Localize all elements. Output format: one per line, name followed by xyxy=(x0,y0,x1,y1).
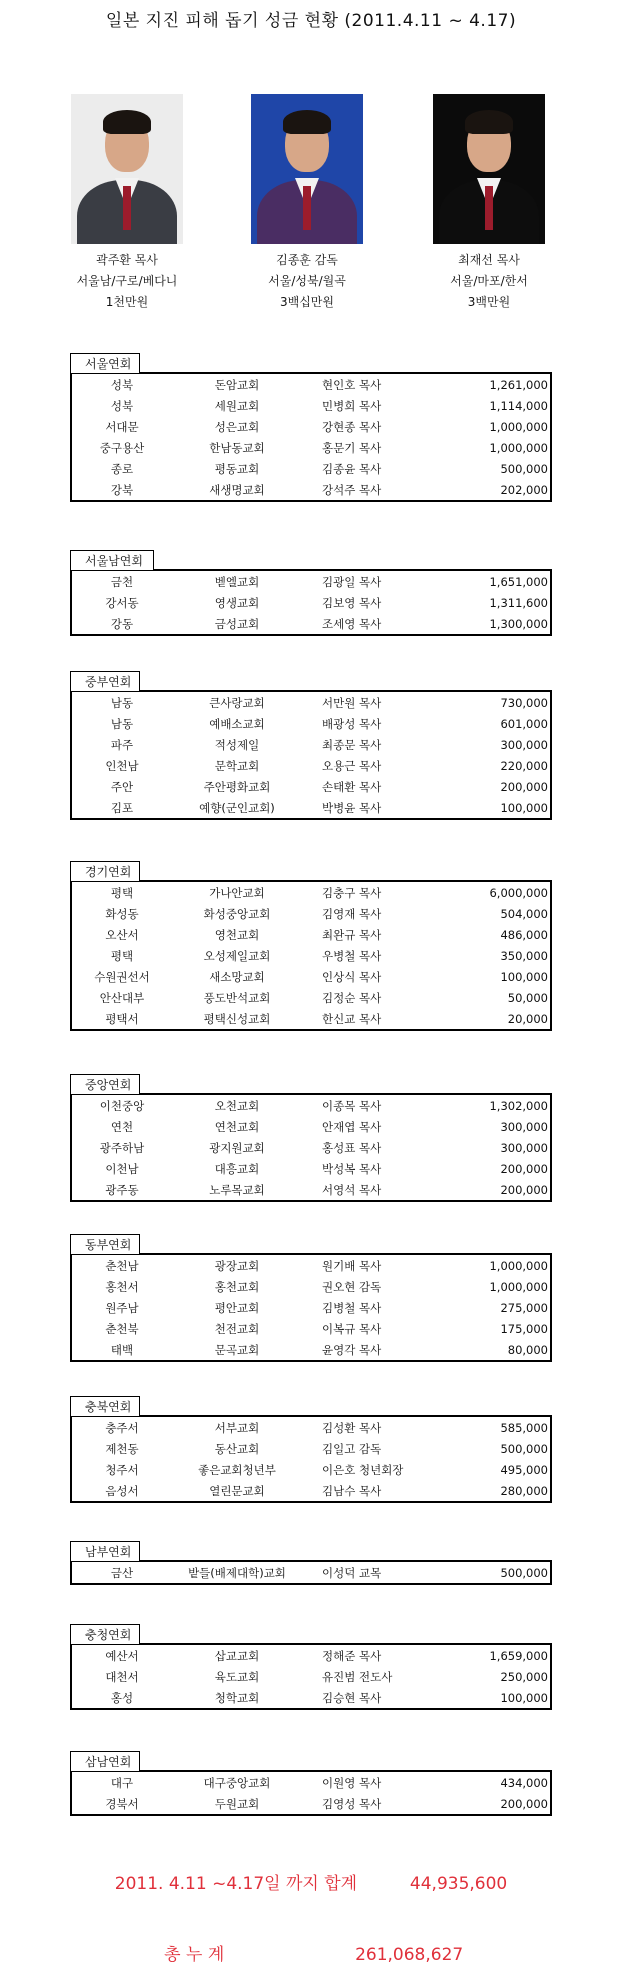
pastor-cell: 서만원 목사 xyxy=(322,695,382,710)
pastor-cell: 우병철 목사 xyxy=(322,948,382,963)
donation-table xyxy=(70,880,552,1031)
donation-table xyxy=(70,569,552,636)
table-row xyxy=(71,966,551,987)
region-section xyxy=(70,1540,552,1585)
district-cell: 김포 xyxy=(110,800,134,815)
region-label: 동부연회 xyxy=(70,1234,140,1254)
church-cell: 밭들(배제대학)교회 xyxy=(188,1565,286,1580)
church-cell: 적성제일 xyxy=(214,737,260,752)
amount-cell: 1,000,000 xyxy=(489,440,548,455)
pastor-cell: 김성환 목사 xyxy=(322,1420,382,1435)
church-cell: 세원교회 xyxy=(214,398,260,413)
region-section xyxy=(70,1233,552,1362)
pastor-cell: 정해준 목사 xyxy=(322,1648,382,1663)
donor-card xyxy=(404,94,574,313)
table-row xyxy=(71,734,551,755)
church-cell: 평동교회 xyxy=(214,461,260,476)
amount-cell: 300,000 xyxy=(500,737,548,752)
table-row xyxy=(71,1137,551,1158)
pastor-cell: 홍문기 목사 xyxy=(322,440,382,455)
church-cell: 가나안교회 xyxy=(209,885,265,900)
district-cell: 청주서 xyxy=(105,1462,139,1477)
pastor-cell: 김보영 목사 xyxy=(322,595,382,610)
donor-photo xyxy=(71,94,183,244)
donor-location: 서울/성북/월곡 xyxy=(268,274,346,288)
pastor-cell: 한신교 목사 xyxy=(322,1011,382,1026)
donor-card xyxy=(42,94,212,313)
church-cell: 큰사랑교회 xyxy=(209,695,265,710)
amount-cell: 1,300,000 xyxy=(489,616,548,631)
amount-cell: 50,000 xyxy=(507,990,548,1005)
region-label: 서울남연회 xyxy=(70,550,154,570)
church-cell: 대흥교회 xyxy=(214,1161,260,1176)
pastor-cell: 김광일 목사 xyxy=(322,574,382,589)
amount-cell: 500,000 xyxy=(500,1565,548,1580)
cumulative-total-label: 총 누 계 xyxy=(164,1945,225,1965)
church-cell: 오성제일교회 xyxy=(203,948,271,963)
district-cell: 평택 xyxy=(110,948,134,963)
pastor-cell: 김충구 목사 xyxy=(322,885,382,900)
region-section xyxy=(70,1623,552,1710)
pastor-cell: 홍성표 목사 xyxy=(322,1140,382,1155)
region-section xyxy=(70,549,552,636)
district-cell: 주안 xyxy=(110,779,134,794)
table-row xyxy=(71,1561,551,1584)
donor-name: 곽주환 목사 xyxy=(96,253,158,267)
church-cell: 예배소교회 xyxy=(209,716,265,731)
church-cell: 성은교회 xyxy=(214,419,260,434)
donation-table xyxy=(70,690,552,820)
table-row xyxy=(71,1480,551,1502)
amount-cell: 1,114,000 xyxy=(489,398,548,413)
amount-cell: 300,000 xyxy=(500,1119,548,1134)
church-cell: 천전교회 xyxy=(214,1321,260,1336)
region-label: 중부연회 xyxy=(70,671,140,691)
region-label: 삼남연회 xyxy=(70,1751,140,1771)
pastor-cell: 이원영 목사 xyxy=(322,1775,382,1790)
pastor-cell: 원기배 목사 xyxy=(322,1258,382,1273)
amount-cell: 1,302,000 xyxy=(489,1098,548,1113)
table-row xyxy=(71,1339,551,1361)
district-cell: 금산 xyxy=(110,1565,134,1580)
church-cell: 영천교회 xyxy=(214,927,260,942)
amount-cell: 1,311,600 xyxy=(489,595,548,610)
table-row xyxy=(71,458,551,479)
table-row xyxy=(71,924,551,945)
table-row xyxy=(71,613,551,635)
church-cell: 새소망교회 xyxy=(209,969,265,984)
table-row xyxy=(71,797,551,819)
church-cell: 열린문교회 xyxy=(209,1483,265,1498)
church-cell: 풍도반석교회 xyxy=(203,990,271,1005)
pastor-cell: 강현종 목사 xyxy=(322,419,382,434)
weekly-total xyxy=(0,1869,622,1894)
table-row xyxy=(71,373,551,395)
church-cell: 문곡교회 xyxy=(214,1342,260,1357)
district-cell: 강북 xyxy=(110,482,134,497)
amount-cell: 6,000,000 xyxy=(489,885,548,900)
church-cell: 광장교회 xyxy=(214,1258,260,1273)
church-cell: 광지원교회 xyxy=(209,1140,265,1155)
district-cell: 오산서 xyxy=(105,927,139,942)
pastor-cell: 조세영 목사 xyxy=(322,616,382,631)
table-row xyxy=(71,713,551,734)
amount-cell: 1,651,000 xyxy=(489,574,548,589)
table-row xyxy=(71,1416,551,1438)
amount-cell: 250,000 xyxy=(500,1669,548,1684)
district-cell: 춘천북 xyxy=(105,1321,139,1336)
pastor-cell: 박병윤 목사 xyxy=(322,800,382,815)
district-cell: 중구용산 xyxy=(99,440,145,455)
district-cell: 이천중앙 xyxy=(99,1098,145,1113)
table-row xyxy=(71,570,551,592)
district-cell: 음성서 xyxy=(105,1483,139,1498)
table-row xyxy=(71,592,551,613)
region-label: 중앙연회 xyxy=(70,1074,140,1094)
amount-cell: 300,000 xyxy=(500,1140,548,1155)
pastor-cell: 유진범 전도사 xyxy=(322,1669,393,1684)
pastor-cell: 김남수 목사 xyxy=(322,1483,382,1498)
amount-cell: 486,000 xyxy=(500,927,548,942)
table-row xyxy=(71,987,551,1008)
church-cell: 서부교회 xyxy=(214,1420,260,1435)
amount-cell: 500,000 xyxy=(500,461,548,476)
pastor-cell: 현인호 목사 xyxy=(322,377,382,392)
donor-amount: 3백십만원 xyxy=(279,295,334,309)
pastor-cell: 최완규 목사 xyxy=(322,927,382,942)
district-cell: 광주동 xyxy=(105,1182,139,1197)
amount-cell: 601,000 xyxy=(500,716,548,731)
donor-name: 김종훈 감독 xyxy=(276,253,338,267)
pastor-cell: 안재엽 목사 xyxy=(322,1119,382,1134)
page-title: 일본 지진 피해 돕기 성금 현황 (2011.4.11 ~ 4.17) xyxy=(105,11,517,31)
donor-name: 최재선 목사 xyxy=(458,253,520,267)
table-row xyxy=(71,776,551,797)
table-row xyxy=(71,1297,551,1318)
table-row xyxy=(71,1793,551,1815)
pastor-cell: 김영성 목사 xyxy=(322,1796,382,1811)
church-cell: 주안평화교회 xyxy=(203,779,271,794)
district-cell: 평택서 xyxy=(105,1011,139,1026)
church-cell: 돈암교회 xyxy=(214,377,260,392)
donor-photo xyxy=(251,94,363,244)
district-cell: 종로 xyxy=(110,461,134,476)
amount-cell: 202,000 xyxy=(500,482,548,497)
district-cell: 파주 xyxy=(110,737,134,752)
church-cell: 문학교회 xyxy=(214,758,260,773)
church-cell: 두원교회 xyxy=(214,1796,260,1811)
pastor-cell: 김병철 목사 xyxy=(322,1300,382,1315)
pastor-cell: 이은호 청년회장 xyxy=(322,1462,404,1477)
donor-photo xyxy=(433,94,545,244)
pastor-cell: 이종목 목사 xyxy=(322,1098,382,1113)
district-cell: 대천서 xyxy=(105,1669,139,1684)
amount-cell: 200,000 xyxy=(500,1796,548,1811)
church-cell: 삽교교회 xyxy=(214,1648,260,1663)
region-label: 충북연회 xyxy=(70,1396,140,1416)
amount-cell: 100,000 xyxy=(500,969,548,984)
district-cell: 남동 xyxy=(110,695,134,710)
district-cell: 광주하남 xyxy=(99,1140,145,1155)
region-label: 경기연회 xyxy=(70,861,140,881)
donor-card xyxy=(222,94,392,313)
church-cell: 평택신성교회 xyxy=(203,1011,271,1026)
church-cell: 금성교회 xyxy=(214,616,260,631)
district-cell: 예산서 xyxy=(105,1648,139,1663)
pastor-cell: 최종문 목사 xyxy=(322,737,382,752)
amount-cell: 220,000 xyxy=(500,758,548,773)
region-section xyxy=(70,352,552,502)
table-row xyxy=(71,1459,551,1480)
table-row xyxy=(71,437,551,458)
table-row xyxy=(71,1687,551,1709)
amount-cell: 1,000,000 xyxy=(489,1279,548,1294)
church-cell: 청학교회 xyxy=(214,1690,260,1705)
donation-table xyxy=(70,1415,552,1503)
table-row xyxy=(71,1276,551,1297)
weekly-total-value: 44,935,600 xyxy=(409,1874,508,1894)
table-row xyxy=(71,416,551,437)
district-cell: 홍성 xyxy=(110,1690,134,1705)
weekly-total-label: 2011. 4.11 ~4.17일 까지 합계 xyxy=(114,1874,358,1894)
table-row xyxy=(71,1771,551,1793)
amount-cell: 80,000 xyxy=(507,1342,548,1357)
district-cell: 대구 xyxy=(110,1775,134,1790)
table-row xyxy=(71,1179,551,1201)
church-cell: 평안교회 xyxy=(214,1300,260,1315)
region-section xyxy=(70,1395,552,1503)
amount-cell: 1,000,000 xyxy=(489,1258,548,1273)
amount-cell: 175,000 xyxy=(500,1321,548,1336)
district-cell: 강동 xyxy=(110,616,134,631)
amount-cell: 1,261,000 xyxy=(489,377,548,392)
table-row xyxy=(71,1008,551,1030)
donor-amount: 1천만원 xyxy=(105,295,149,309)
pastor-cell: 김종윤 목사 xyxy=(322,461,382,476)
church-cell: 좋은교회청년부 xyxy=(198,1462,276,1477)
amount-cell: 1,659,000 xyxy=(489,1648,548,1663)
pastor-cell: 손태환 목사 xyxy=(322,779,382,794)
table-row xyxy=(71,1116,551,1137)
table-row xyxy=(71,1438,551,1459)
church-cell: 오천교회 xyxy=(214,1098,260,1113)
district-cell: 충주서 xyxy=(105,1420,139,1435)
church-cell: 노루목교회 xyxy=(209,1182,265,1197)
table-row xyxy=(71,395,551,416)
church-cell: 홍천교회 xyxy=(214,1279,260,1294)
district-cell: 안산대부 xyxy=(99,990,145,1005)
table-row xyxy=(71,1158,551,1179)
amount-cell: 200,000 xyxy=(500,1161,548,1176)
pastor-cell: 김정순 목사 xyxy=(322,990,382,1005)
pastor-cell: 김승현 목사 xyxy=(322,1690,382,1705)
table-row xyxy=(71,755,551,776)
pastor-cell: 강석주 목사 xyxy=(322,482,382,497)
district-cell: 평택 xyxy=(110,885,134,900)
church-cell: 육도교회 xyxy=(214,1669,260,1684)
pastor-cell: 민병희 목사 xyxy=(322,398,382,413)
donation-table xyxy=(70,1643,552,1710)
district-cell: 춘천남 xyxy=(105,1258,139,1273)
region-section xyxy=(70,860,552,1031)
table-row xyxy=(71,1254,551,1276)
district-cell: 성북 xyxy=(110,398,134,413)
church-cell: 화성중앙교회 xyxy=(203,906,271,921)
region-label: 서울연회 xyxy=(70,353,140,373)
amount-cell: 100,000 xyxy=(500,800,548,815)
pastor-cell: 윤영각 목사 xyxy=(322,1342,382,1357)
table-row xyxy=(71,945,551,966)
pastor-cell: 박성복 목사 xyxy=(322,1161,382,1176)
pastor-cell: 이성덕 교목 xyxy=(322,1565,382,1580)
district-cell: 원주남 xyxy=(105,1300,139,1315)
table-row xyxy=(71,691,551,713)
pastor-cell: 권오현 감독 xyxy=(322,1279,382,1294)
amount-cell: 280,000 xyxy=(500,1483,548,1498)
amount-cell: 20,000 xyxy=(507,1011,548,1026)
region-label: 충청연회 xyxy=(70,1624,140,1644)
table-row xyxy=(71,479,551,501)
donation-table xyxy=(70,1560,552,1585)
church-cell: 대구중앙교회 xyxy=(203,1775,271,1790)
church-cell: 벧엘교회 xyxy=(214,574,260,589)
donor-location: 서울남/구로/베다니 xyxy=(76,274,178,288)
district-cell: 연천 xyxy=(110,1119,134,1134)
pastor-cell: 김일고 감독 xyxy=(322,1441,382,1456)
table-row xyxy=(71,903,551,924)
district-cell: 금천 xyxy=(110,574,134,589)
district-cell: 수원권선서 xyxy=(94,969,150,984)
church-cell: 새생명교회 xyxy=(209,482,265,497)
district-cell: 제천동 xyxy=(105,1441,139,1456)
donor-location: 서울/마포/한서 xyxy=(450,274,528,288)
donation-table xyxy=(70,372,552,502)
district-cell: 서대문 xyxy=(105,419,139,434)
church-cell: 예향(군인교회) xyxy=(199,800,275,815)
amount-cell: 100,000 xyxy=(500,1690,548,1705)
district-cell: 강서동 xyxy=(105,595,139,610)
district-cell: 태백 xyxy=(110,1342,134,1357)
region-section xyxy=(70,670,552,820)
donation-table xyxy=(70,1770,552,1816)
district-cell: 인천남 xyxy=(105,758,139,773)
region-section xyxy=(70,1073,552,1202)
church-cell: 영생교회 xyxy=(214,595,260,610)
table-row xyxy=(71,881,551,903)
amount-cell: 200,000 xyxy=(500,779,548,794)
amount-cell: 1,000,000 xyxy=(489,419,548,434)
amount-cell: 730,000 xyxy=(500,695,548,710)
amount-cell: 504,000 xyxy=(500,906,548,921)
table-row xyxy=(71,1094,551,1116)
church-cell: 연천교회 xyxy=(214,1119,260,1134)
amount-cell: 585,000 xyxy=(500,1420,548,1435)
pastor-cell: 김영재 목사 xyxy=(322,906,382,921)
district-cell: 이천남 xyxy=(105,1161,139,1176)
amount-cell: 275,000 xyxy=(500,1300,548,1315)
district-cell: 경북서 xyxy=(105,1796,139,1811)
district-cell: 홍천서 xyxy=(105,1279,139,1294)
pastor-cell: 인상식 목사 xyxy=(322,969,382,984)
donation-table xyxy=(70,1093,552,1202)
donation-table xyxy=(70,1253,552,1362)
district-cell: 성북 xyxy=(110,377,134,392)
church-cell: 동산교회 xyxy=(214,1441,260,1456)
pastor-cell: 서영석 목사 xyxy=(322,1182,382,1197)
pastor-cell: 오용근 목사 xyxy=(322,758,382,773)
pastor-cell: 배광성 목사 xyxy=(322,716,382,731)
region-section xyxy=(70,1750,552,1816)
table-row xyxy=(71,1644,551,1666)
cumulative-total xyxy=(0,1940,622,1965)
amount-cell: 495,000 xyxy=(500,1462,548,1477)
district-cell: 화성동 xyxy=(105,906,139,921)
donor-amount: 3백만원 xyxy=(467,295,511,309)
table-row xyxy=(71,1666,551,1687)
church-cell: 한남동교회 xyxy=(209,440,265,455)
district-cell: 남동 xyxy=(110,716,134,731)
pastor-cell: 이복규 목사 xyxy=(322,1321,382,1336)
table-row xyxy=(71,1318,551,1339)
amount-cell: 434,000 xyxy=(500,1775,548,1790)
cumulative-total-value: 261,068,627 xyxy=(355,1945,464,1965)
amount-cell: 200,000 xyxy=(500,1182,548,1197)
amount-cell: 350,000 xyxy=(500,948,548,963)
region-label: 남부연회 xyxy=(70,1541,140,1561)
amount-cell: 500,000 xyxy=(500,1441,548,1456)
